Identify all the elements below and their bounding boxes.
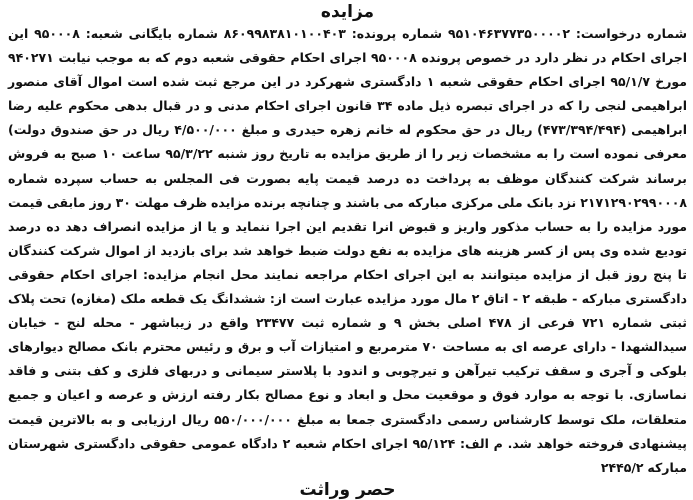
notice-title: مزایده <box>320 2 375 22</box>
notice-body-text: شماره درخواست: ۹۵۱۰۴۶۳۷۷۳۵۰۰۰۰۲ شماره پرونده: ۸۶۰۹۹۸۳۸۱۰۱۰۰۴۰۳ شماره بایگانی شعبه: ۹۵۰۰۰۸ این اجرای احکام در نظر دارد در خصوص پرونده ۹۵۰۰۰۸ اجرای احکام حقوقی شعبه دوم که به موجب نیابت ۹۴۰۲۷۱ مورخ ۹۵/۱/۷ اجرای احکام حقوقی شعبه ۱ دادگستری شهرکرد در این مرجع ثبت شده است اموال آقای منصور ابراهیمی لنجی را که در اجرای تبصره ذیل ماده ۳۴ قانون اجرای احکام مدنی و در قبال بدهی محکوم علیه رضا ابراهیمی (۴۷۳/۳۹۴/۴۹۴) ریال در حق محکوم له خانم زهره حیدری و مبلغ ۴/۵۰۰/۰۰۰ ریال در حق صندوق دولت) معرفی نموده است را به مشخصات زیر را از طریق مزایده به تاریخ روز شنبه ۹۵/۳/۲۲ ساعت ۱۰ صبح به فروش برساند شرکت کنندگان موظف به پرداخت ده درصد قیمت پایه بصورت فی المجلس به حساب سپرده شماره ۲۱۷۱۲۹۰۲۹۹۰۰۰۸ نزد بانک ملی مرکزی مبارکه می باشند و چنانچه برنده مزایده ظرف مهلت ۳۰ روز مابقی قیمت مورد مزایده را به حساب مذکور واریز و قبوض انرا تقدیم این اجرا ننماید و یا از مزایده انصراف دهد ده درصد تودیع شده وی پس از کسر هزینه های مزایده به نفع دولت ضبط خواهد شد برای بازدید از اموال شرکت کنندگان تا پنج روز قبل از مزایده میتوانند به این اجرای احکام مراجعه نمایند محل انجام مزایده: اجرای احکام حقوقی دادگستری مبارکه - طبقه ۲ - اتاق ۲ مال مورد مزایده عبارت است از: ششدانگ یک قطعه ملک (مغازه) تحت پلاک ثبتی شماره ۷۲۱ فرعی از ۴۷۸ اصلی بخش ۹ و شماره ثبت ۲۳۴۷۷ واقع در زیباشهر - محله لنج - خیابان سیدالشهدا - دارای عرصه ای به مساحت ۷۰ مترمربع و امتیازات آب و برق و رئیس محترم بانک مصالح دیوارهای بلوکی و آجری و سقف ترکیب تیرآهن و تیرچوبی و اندود با پلاستر سیمانی و دربهای فلزی و کف بتنی و فاقد نماسازی. با توجه به موارد فوق و موقعیت محل و ابعاد و نوع مصالح بکار رفته ارزش و عرصه و اعیان و جمیع متعلقات، ملک توسط کارشناس رسمی دادگستری جمعا به مبلغ ۵۵۰/۰۰۰/۰۰۰ ریال ارزیابی و به بالاترین قیمت پیشنهادی فروخته خواهد شد. م الف: ۹۵/۱۲۴ اجرای احکام شعبه ۲ دادگاه عمومی حقوقی دادگستری شهرستان مبارکه ۲۴۴۵/۲ <box>8 26 688 475</box>
next-notice-title: حصر وراثت <box>299 479 396 500</box>
